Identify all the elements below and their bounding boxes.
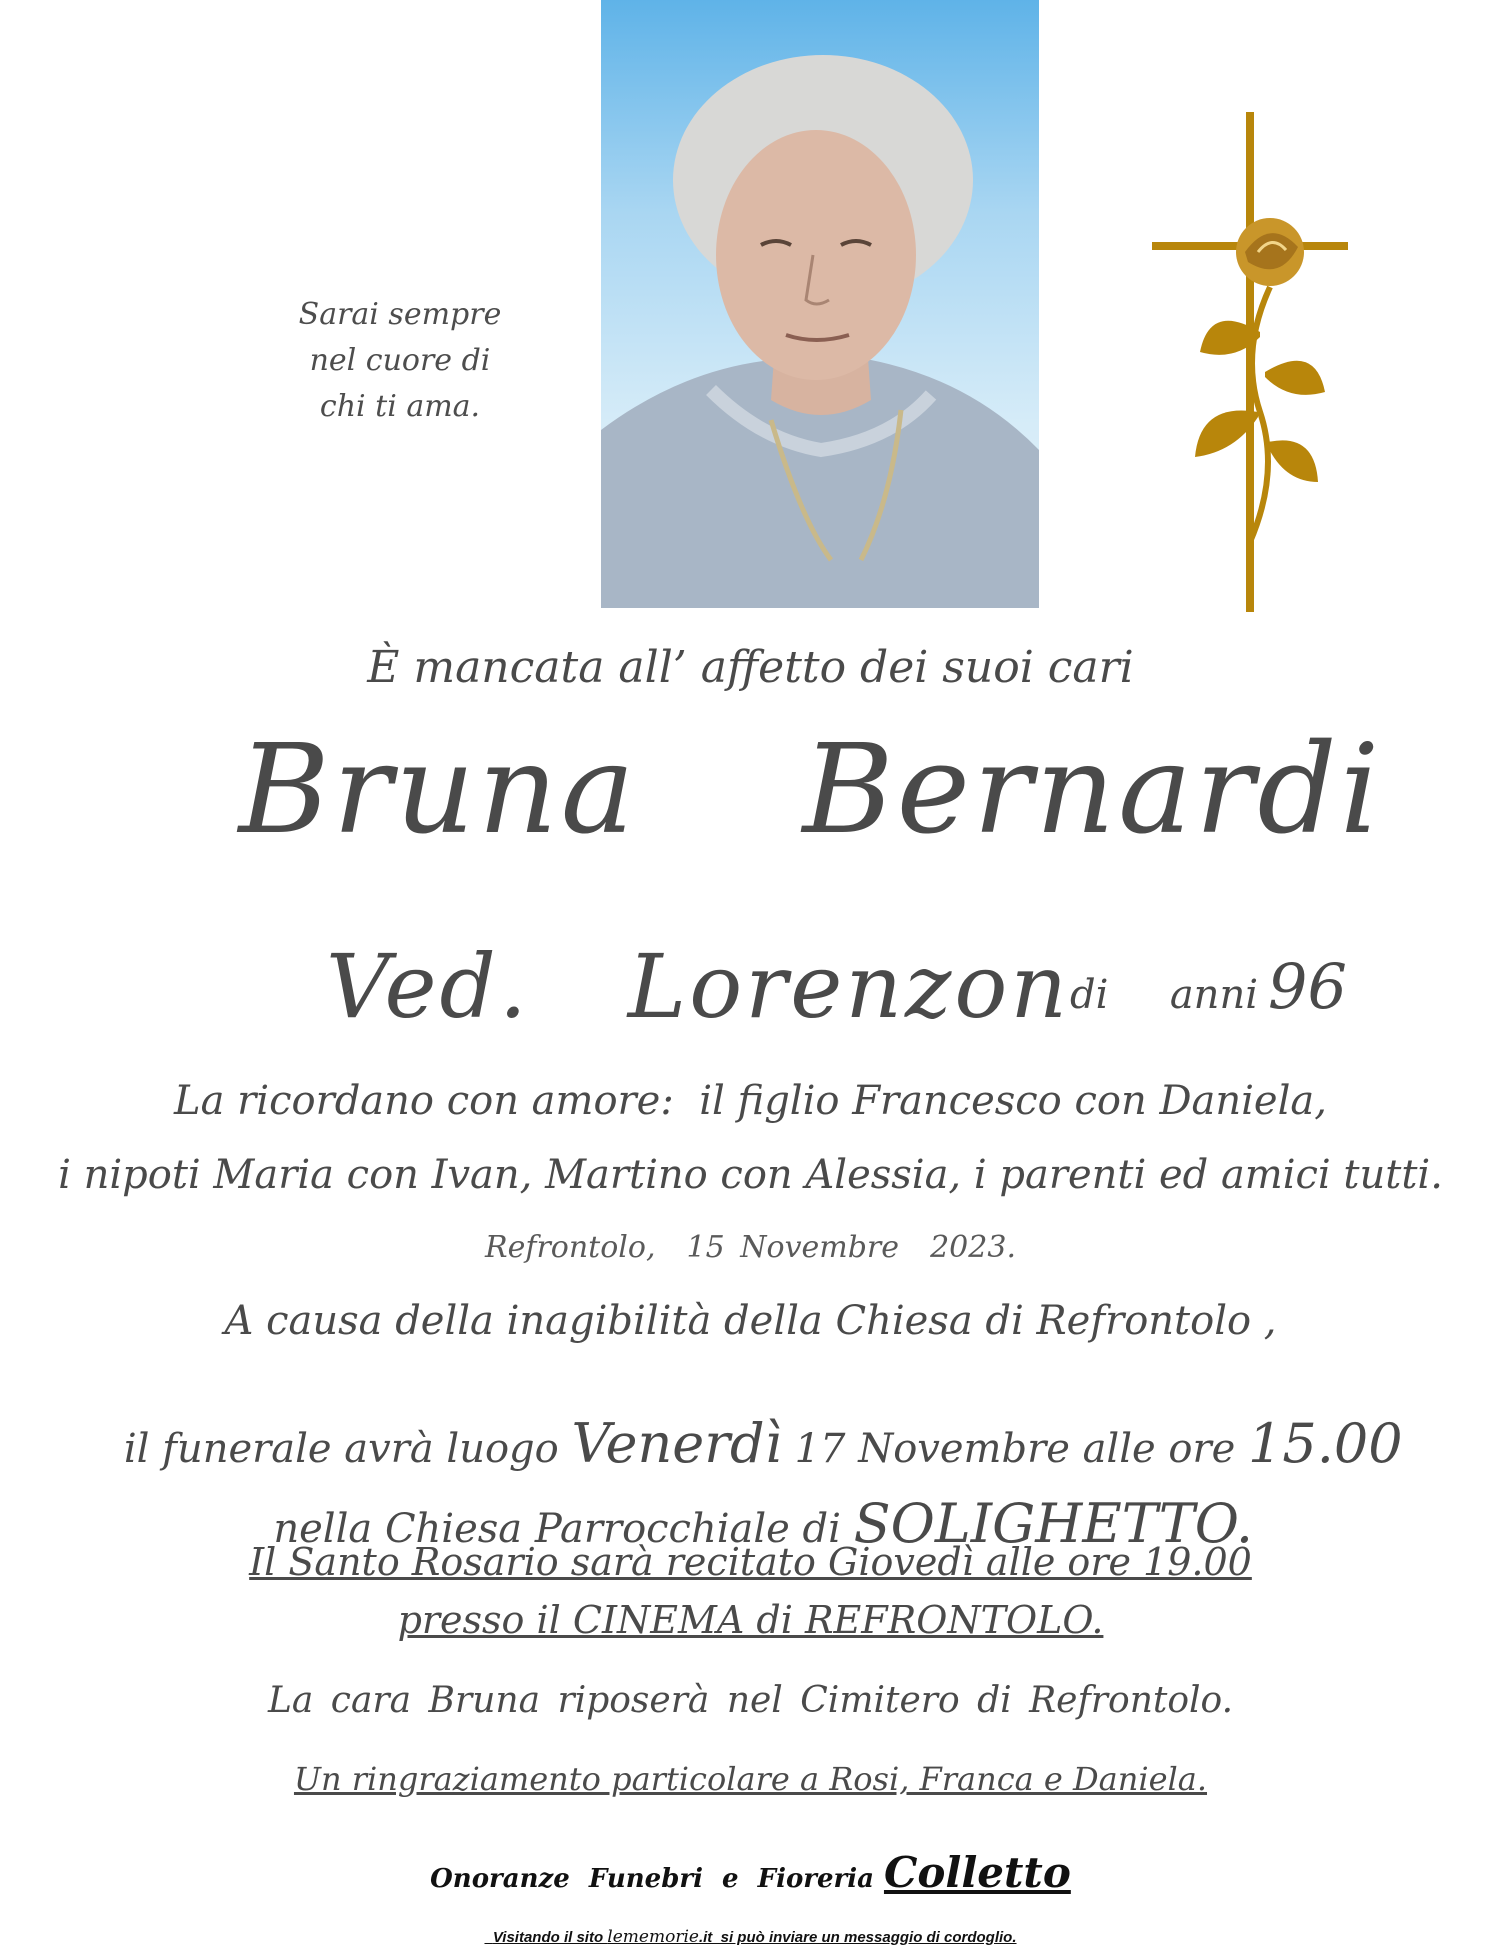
funeral-line-3 [0,1446,1501,1555]
note-text: .it si può inviare un messaggio di cordoglio. [698,1929,1017,1946]
funeral-place: SOLIGHETTO. [853,1492,1254,1555]
thanks-note: Un ringraziamento particolare a Rosi, Franca e Daniela. [293,1760,1208,1798]
rosary-line-2: presso il CINEMA di REFRONTOLO. [397,1598,1104,1642]
family-line-1: La ricordano con amore: il figlio Francesco con Daniela, [174,1078,1327,1124]
funeral-day: Venerdì [571,1412,782,1475]
deceased-name: Bruna Bernardi [238,718,1383,862]
funeral-home-footer [0,1848,1501,1897]
intro-text: È mancata all’ affetto dei suoi cari [367,642,1134,693]
funeral-text: 17 Novembre alle ore [781,1426,1248,1472]
site-link[interactable]: lememorie [607,1927,699,1947]
cross-rose-icon [1140,112,1360,612]
rosary-line-1: Il Santo Rosario sarà recitato Giovedì alle ore 19.00 [249,1540,1252,1584]
funeral-home-brand: Colletto [883,1848,1071,1897]
funeral-home-prefix: Onoranze Funebri e Fioreria [430,1864,874,1894]
funeral-line-1: A causa della inagibilità della Chiesa di Refrontolo , [224,1298,1277,1344]
age-value: 96 [1268,950,1347,1023]
funeral-text: nella Chiesa Parrocchiale di [273,1506,854,1552]
note-text: Visitando il sito [492,1929,608,1946]
portrait-photo [601,0,1039,608]
widow-of: Ved. Lorenzon [326,935,1071,1038]
funeral-time: 15.00 [1248,1412,1403,1475]
quote-line: chi ti ama. [319,389,481,424]
age [1070,950,1347,1023]
quote-line: Sarai sempre [298,297,502,332]
quote-line: nel cuore di [309,343,491,378]
announcement-date: Refrontolo, 15 Novembre 2023. [485,1230,1016,1265]
memorial-quote [280,292,520,430]
age-label: di anni [1070,972,1258,1018]
funeral-text: il funerale avrà luogo [123,1426,572,1472]
burial-info: La cara Bruna riposerà nel Cimitero di Refrontolo. [267,1680,1234,1721]
condolence-note [0,1910,1501,1947]
family-line-2: i nipoti Maria con Ivan, Martino con Alessia, i parenti ed amici tutti. [58,1152,1443,1198]
